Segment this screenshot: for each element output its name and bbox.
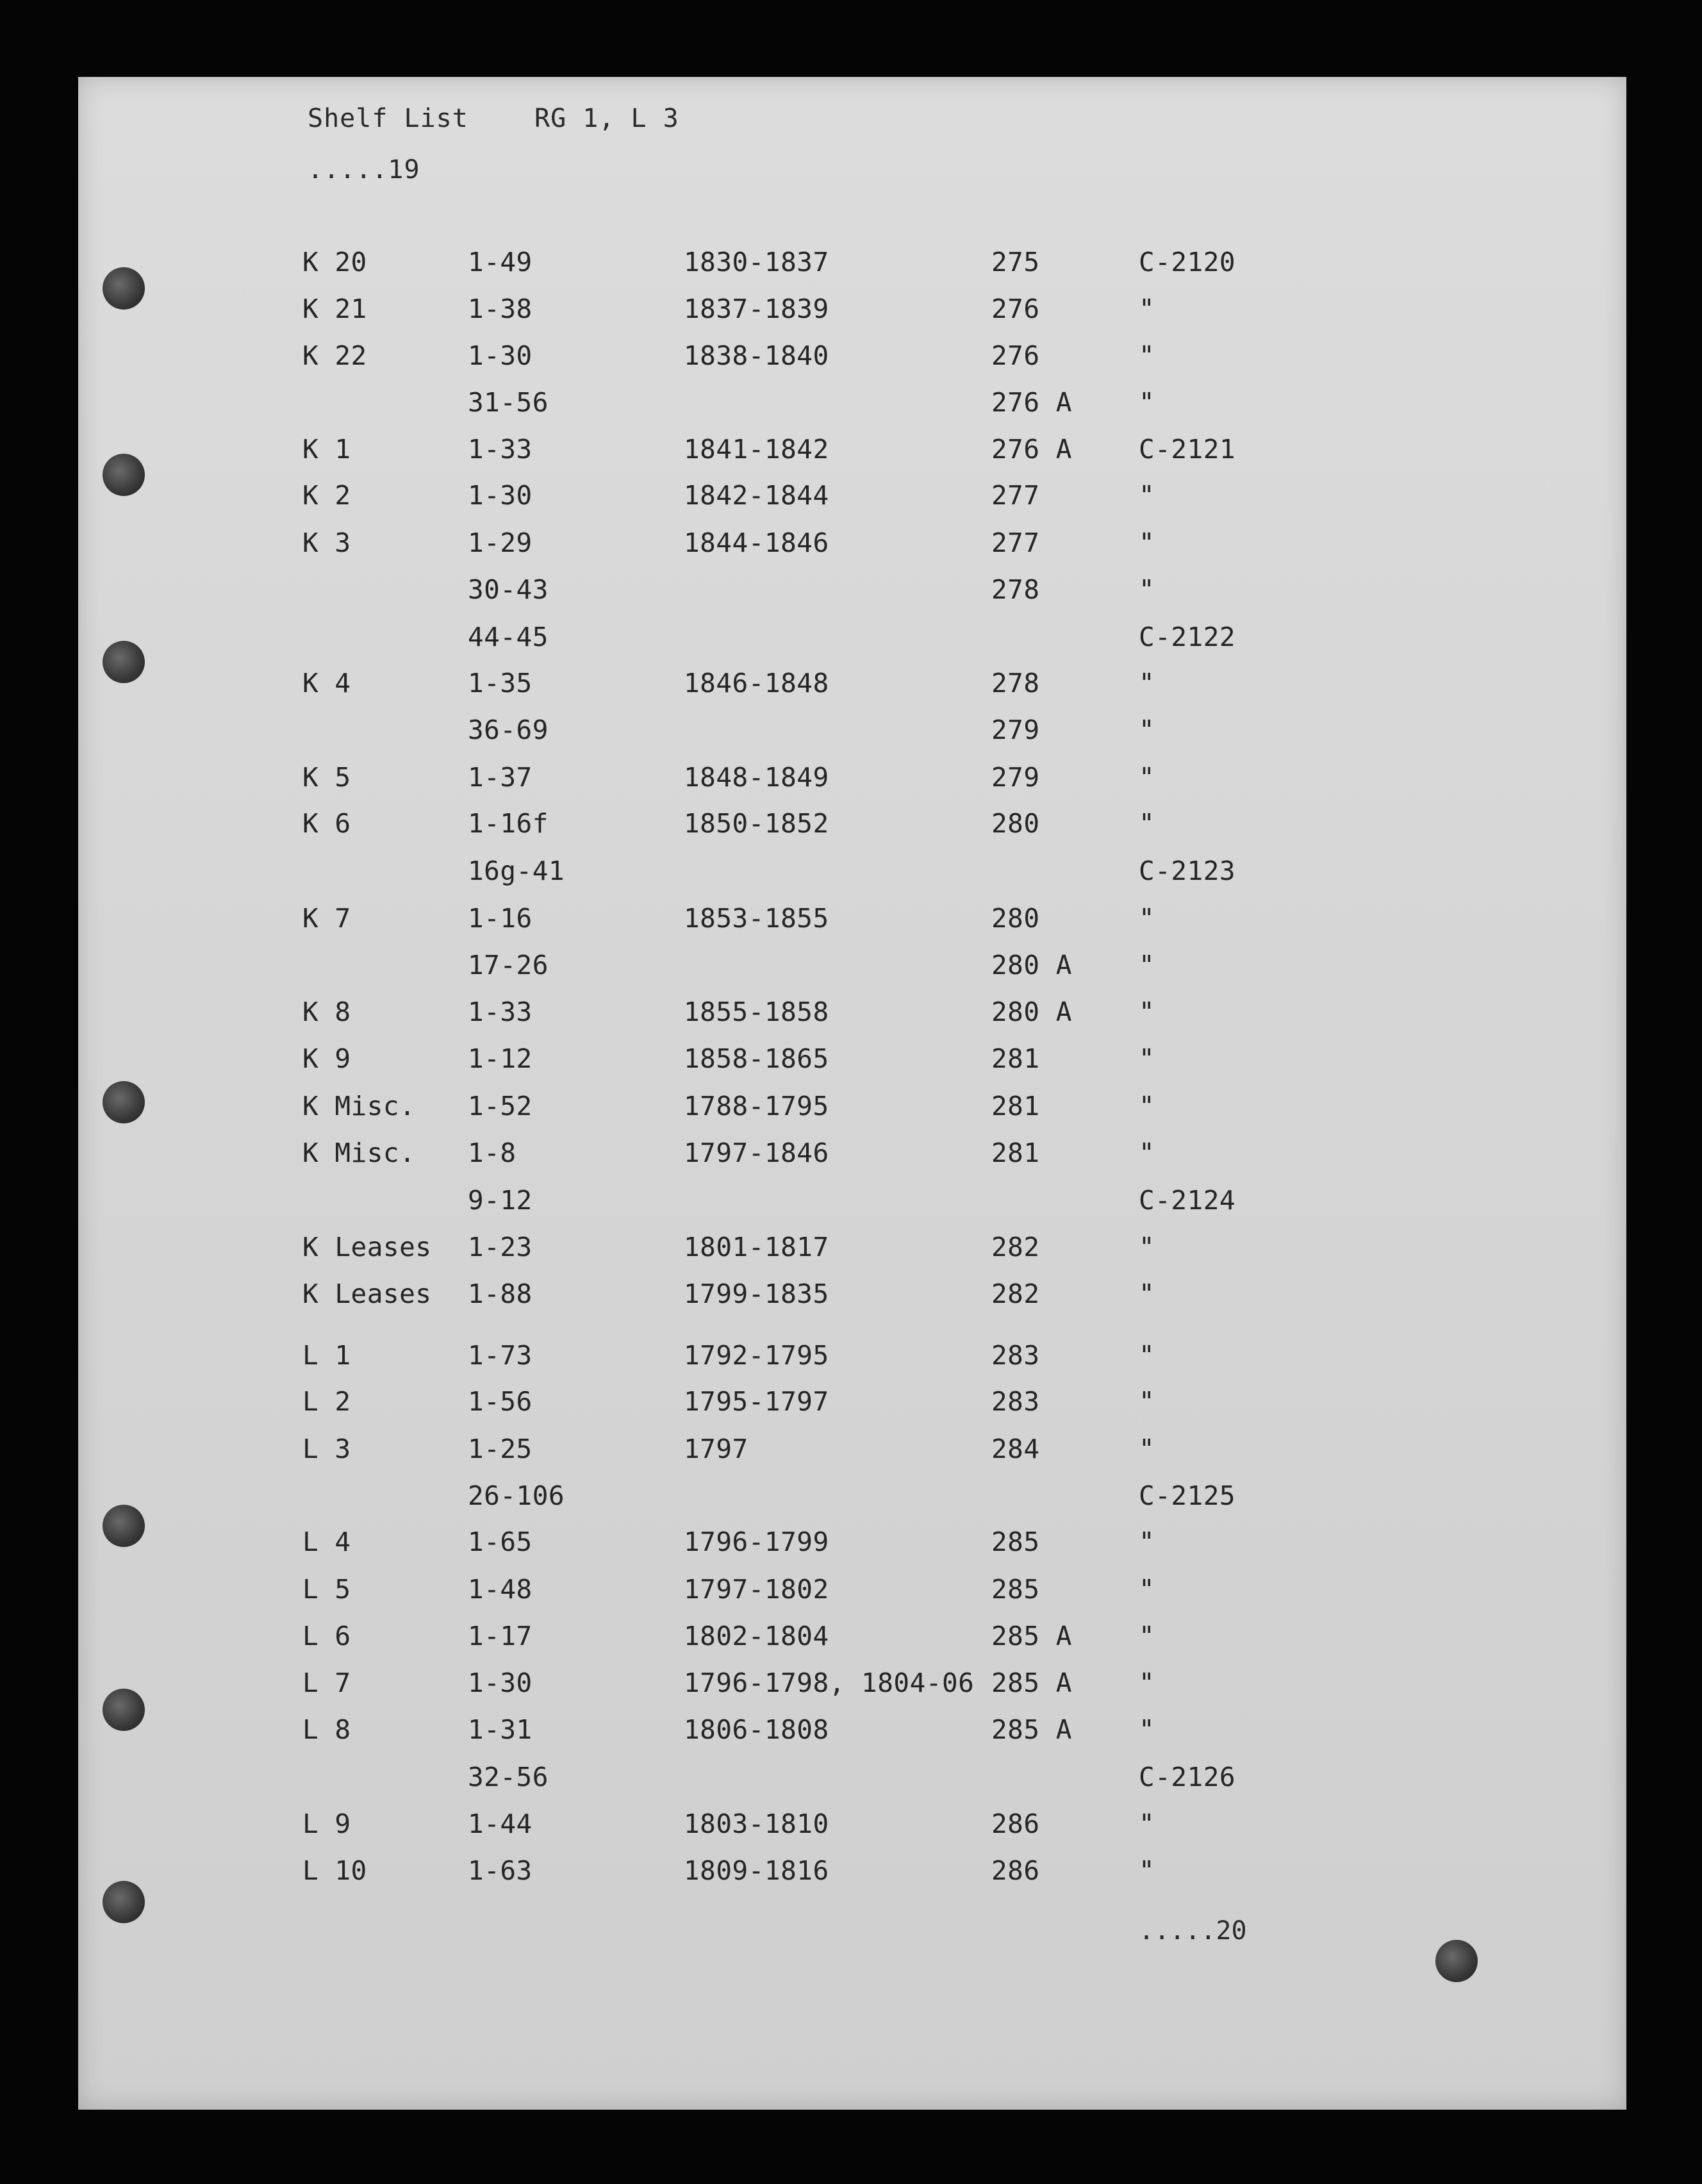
range-cell: 36-69 (468, 715, 549, 745)
volume-cell: 276 (991, 294, 1040, 324)
volume-cell: 277 (991, 527, 1040, 558)
table-row (78, 1232, 1626, 1270)
shelf-cell: K Leases (302, 1278, 432, 1309)
reel-cell: " (1139, 1667, 1155, 1698)
dates-cell: 1797-1846 (684, 1138, 829, 1168)
table-row (78, 574, 1626, 613)
reel-cell: " (1139, 1526, 1155, 1557)
volume-cell: 280 A (991, 950, 1072, 980)
dates-cell: 1792-1795 (684, 1340, 829, 1371)
volume-cell: 280 (991, 903, 1040, 934)
shelf-cell: K 6 (302, 808, 351, 839)
shelf-cell: K 8 (302, 997, 351, 1027)
range-cell: 1-23 (468, 1232, 533, 1262)
dates-cell: 1850-1852 (684, 808, 829, 839)
shelf-cell: K 20 (302, 247, 367, 277)
reel-cell: " (1139, 527, 1155, 558)
table-row (78, 1480, 1626, 1519)
reel-cell: " (1139, 1621, 1155, 1651)
shelf-cell: K 22 (302, 340, 367, 371)
range-cell: 31-56 (468, 387, 549, 418)
volume-cell: 284 (991, 1434, 1040, 1464)
dates-cell: 1846-1848 (684, 668, 829, 699)
shelf-cell: L 8 (302, 1714, 351, 1745)
volume-cell: 281 (991, 1043, 1040, 1074)
reel-cell: " (1139, 340, 1155, 371)
range-cell: 1-17 (468, 1621, 533, 1651)
dates-cell: 1853-1855 (684, 903, 829, 934)
range-cell: 44-45 (468, 622, 549, 652)
volume-cell: 285 (991, 1574, 1040, 1605)
range-cell: 1-73 (468, 1340, 533, 1371)
reel-cell: " (1139, 997, 1155, 1027)
range-cell: 1-12 (468, 1043, 533, 1074)
reel-cell: " (1139, 574, 1155, 605)
volume-cell: 276 (991, 340, 1040, 371)
dates-cell: 1799-1835 (684, 1278, 829, 1309)
volume-cell: 280 A (991, 997, 1072, 1027)
reel-cell: C-2125 (1139, 1480, 1236, 1511)
continued-from: .....19 (308, 155, 420, 185)
shelf-cell: K Misc. (302, 1091, 416, 1121)
shelf-cell: K 9 (302, 1043, 351, 1074)
reel-cell: C-2122 (1139, 622, 1236, 652)
dates-cell: 1858-1865 (684, 1043, 829, 1074)
shelf-cell: K Misc. (302, 1138, 416, 1168)
dates-cell: 1841-1842 (684, 434, 829, 465)
volume-cell: 281 (991, 1091, 1040, 1121)
volume-cell: 285 (991, 1526, 1040, 1557)
volume-cell: 282 (991, 1232, 1040, 1262)
table-row (78, 715, 1626, 753)
shelf-cell: K 4 (302, 668, 351, 699)
range-cell: 17-26 (468, 950, 549, 980)
range-cell: 32-56 (468, 1762, 549, 1792)
dates-cell: 1788-1795 (684, 1091, 829, 1121)
table-row (78, 668, 1626, 706)
reel-cell: C-2120 (1139, 247, 1236, 277)
dates-cell: 1806-1808 (684, 1714, 829, 1745)
shelf-cell: L 10 (302, 1855, 367, 1886)
table-row (78, 1714, 1626, 1753)
reel-cell: " (1139, 1340, 1155, 1371)
volume-cell: 276 A (991, 387, 1072, 418)
page-title: Shelf List (308, 104, 468, 133)
reel-cell: " (1139, 1574, 1155, 1605)
range-cell: 9-12 (468, 1185, 533, 1216)
dates-cell: 1797-1802 (684, 1574, 829, 1605)
table-row (78, 1574, 1626, 1612)
range-cell: 30-43 (468, 574, 549, 605)
reel-cell: " (1139, 1091, 1155, 1121)
volume-cell: 283 (991, 1340, 1040, 1371)
range-cell: 1-31 (468, 1714, 533, 1745)
table-row (78, 950, 1626, 988)
range-cell: 1-33 (468, 997, 533, 1027)
range-cell: 1-37 (468, 762, 533, 793)
volume-cell: 285 A (991, 1714, 1072, 1745)
reel-cell: " (1139, 1808, 1155, 1839)
reel-cell: " (1139, 1043, 1155, 1074)
table-row (78, 1386, 1626, 1425)
shelf-cell: K 7 (302, 903, 351, 934)
table-row (78, 387, 1626, 426)
reel-cell: " (1139, 1434, 1155, 1464)
table-row (78, 340, 1626, 379)
range-cell: 1-38 (468, 294, 533, 324)
table-row (78, 1185, 1626, 1223)
dates-cell: 1795-1797 (684, 1386, 829, 1417)
table-row (78, 434, 1626, 472)
reel-cell: " (1139, 1278, 1155, 1309)
reel-cell: " (1139, 1232, 1155, 1262)
table-row (78, 856, 1626, 894)
range-cell: 1-25 (468, 1434, 533, 1464)
table-row (78, 1667, 1626, 1706)
volume-cell: 285 A (991, 1621, 1072, 1651)
range-cell: 1-49 (468, 247, 533, 277)
shelf-cell: K 3 (302, 527, 351, 558)
shelf-cell: L 7 (302, 1667, 351, 1698)
range-cell: 1-88 (468, 1278, 533, 1309)
range-cell: 16g-41 (468, 856, 565, 886)
shelf-cell: L 6 (302, 1621, 351, 1651)
range-cell: 26-106 (468, 1480, 565, 1511)
dates-cell: 1796-1798, 1804-06 (684, 1667, 975, 1698)
range-cell: 1-33 (468, 434, 533, 465)
range-cell: 1-16 (468, 903, 533, 934)
volume-cell: 279 (991, 715, 1040, 745)
table-row (78, 294, 1626, 332)
table-row (78, 903, 1626, 941)
shelf-cell: K 2 (302, 480, 351, 511)
volume-cell: 276 A (991, 434, 1072, 465)
dates-cell: 1797 (684, 1434, 748, 1464)
shelf-cell: K 5 (302, 762, 351, 793)
reel-cell: " (1139, 668, 1155, 699)
shelf-cell: K 1 (302, 434, 351, 465)
volume-cell: 283 (991, 1386, 1040, 1417)
table-row (78, 1526, 1626, 1565)
table-row (78, 1434, 1626, 1472)
reel-cell: C-2123 (1139, 856, 1236, 886)
continued-to: .....20 (1139, 1916, 1247, 1946)
table-row (78, 247, 1626, 285)
volume-cell: 280 (991, 808, 1040, 839)
dates-cell: 1830-1837 (684, 247, 829, 277)
volume-cell: 279 (991, 762, 1040, 793)
shelf-cell: L 4 (302, 1526, 351, 1557)
table-row (78, 1091, 1626, 1129)
shelf-cell: L 3 (302, 1434, 351, 1464)
shelf-cell: K Leases (302, 1232, 432, 1262)
reel-cell: " (1139, 808, 1155, 839)
dates-cell: 1837-1839 (684, 294, 829, 324)
dates-cell: 1848-1849 (684, 762, 829, 793)
dates-cell: 1801-1817 (684, 1232, 829, 1262)
table-row (78, 1278, 1626, 1317)
table-row (78, 1762, 1626, 1800)
dates-cell: 1802-1804 (684, 1621, 829, 1651)
dates-cell: 1855-1858 (684, 997, 829, 1027)
table-row (78, 1808, 1626, 1847)
range-cell: 1-29 (468, 527, 533, 558)
table-row (78, 808, 1626, 847)
shelf-cell: L 1 (302, 1340, 351, 1371)
dates-cell: 1844-1846 (684, 527, 829, 558)
reel-cell: " (1139, 1855, 1155, 1886)
range-cell: 1-16f (468, 808, 549, 839)
reel-cell: " (1139, 387, 1155, 418)
dates-cell: 1809-1816 (684, 1855, 829, 1886)
volume-cell: 275 (991, 247, 1040, 277)
reel-cell: " (1139, 762, 1155, 793)
table-row (78, 997, 1626, 1035)
table-row (78, 1138, 1626, 1176)
reel-cell: " (1139, 1386, 1155, 1417)
reel-cell: " (1139, 903, 1155, 934)
table-row (78, 1621, 1626, 1659)
table-row (78, 527, 1626, 566)
range-cell: 1-44 (468, 1808, 533, 1839)
range-cell: 1-48 (468, 1574, 533, 1605)
dates-cell: 1803-1810 (684, 1808, 829, 1839)
reel-cell: " (1139, 950, 1155, 980)
volume-cell: 285 A (991, 1667, 1072, 1698)
dates-cell: 1838-1840 (684, 340, 829, 371)
reel-cell: " (1139, 294, 1155, 324)
range-cell: 1-65 (468, 1526, 533, 1557)
range-cell: 1-30 (468, 1667, 533, 1698)
table-row (78, 1855, 1626, 1894)
reel-cell: " (1139, 715, 1155, 745)
reel-cell: C-2124 (1139, 1185, 1236, 1216)
reel-cell: C-2121 (1139, 434, 1236, 465)
table-row (78, 1340, 1626, 1378)
volume-cell: 277 (991, 480, 1040, 511)
volume-cell: 282 (991, 1278, 1040, 1309)
reel-cell: C-2126 (1139, 1762, 1236, 1792)
volume-cell: 278 (991, 668, 1040, 699)
shelf-cell: L 9 (302, 1808, 351, 1839)
range-cell: 1-8 (468, 1138, 516, 1168)
dates-cell: 1842-1844 (684, 480, 829, 511)
reel-cell: " (1139, 1138, 1155, 1168)
shelf-cell: K 21 (302, 294, 367, 324)
shelf-cell: L 5 (302, 1574, 351, 1605)
range-cell: 1-52 (468, 1091, 533, 1121)
range-cell: 1-56 (468, 1386, 533, 1417)
volume-cell: 278 (991, 574, 1040, 605)
volume-cell: 281 (991, 1138, 1040, 1168)
reel-cell: " (1139, 1714, 1155, 1745)
table-row (78, 622, 1626, 660)
table-row (78, 480, 1626, 518)
reel-cell: " (1139, 480, 1155, 511)
range-cell: 1-63 (468, 1855, 533, 1886)
table-row (78, 1043, 1626, 1082)
volume-cell: 286 (991, 1855, 1040, 1886)
document-page (78, 77, 1626, 2110)
volume-cell: 286 (991, 1808, 1040, 1839)
range-cell: 1-30 (468, 340, 533, 371)
record-group: RG 1, L 3 (534, 104, 679, 133)
dates-cell: 1796-1799 (684, 1526, 829, 1557)
shelf-cell: L 2 (302, 1386, 351, 1417)
range-cell: 1-30 (468, 480, 533, 511)
punch-hole (1435, 1940, 1478, 1982)
table-row (78, 762, 1626, 800)
range-cell: 1-35 (468, 668, 533, 699)
